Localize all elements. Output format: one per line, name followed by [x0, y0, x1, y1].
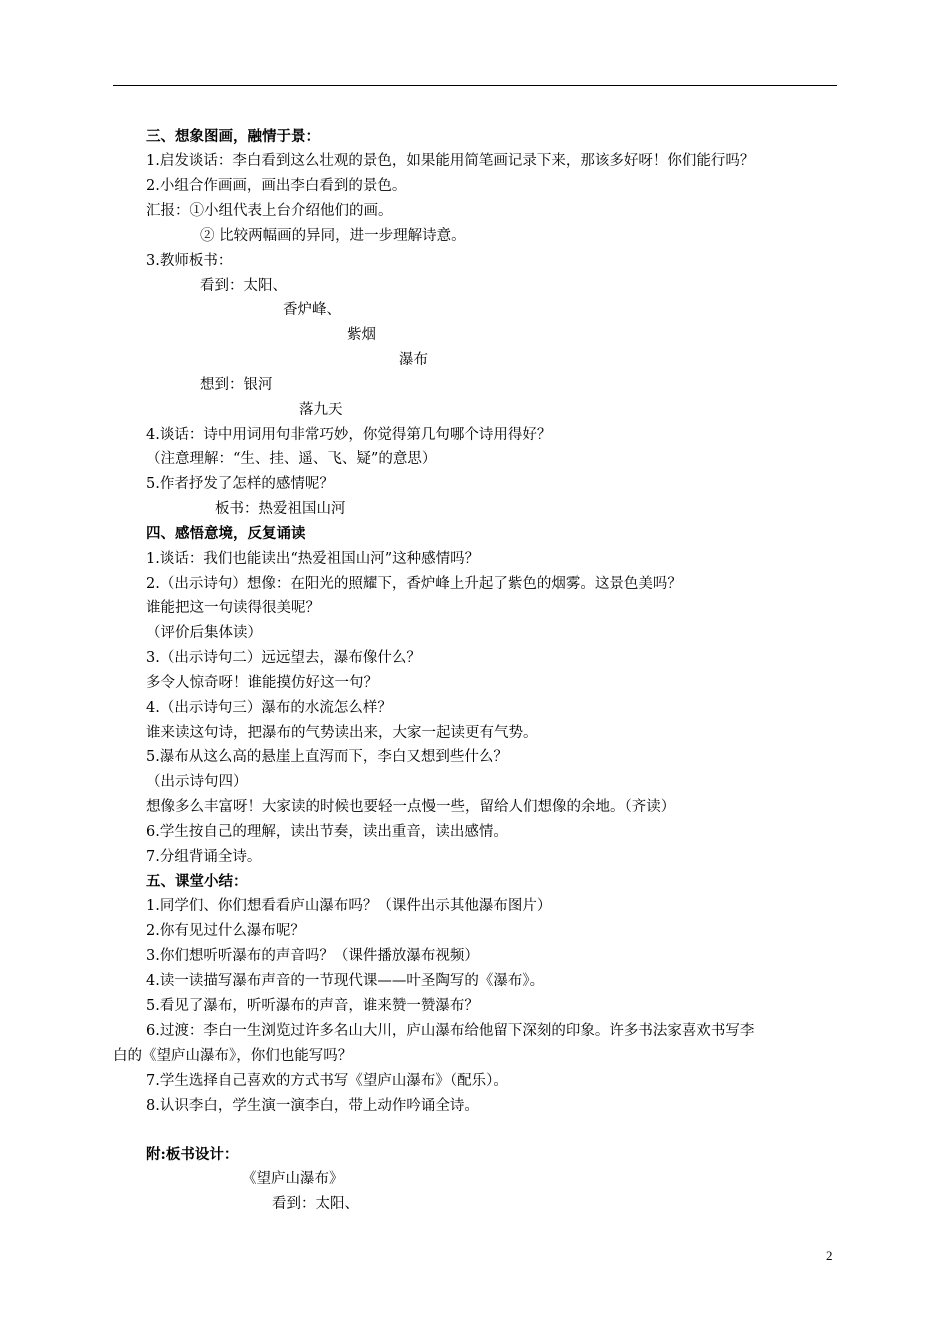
paragraph: 白的《望庐山瀑布》，你们也能写吗？	[113, 1048, 353, 1064]
blackboard-line: 瀑布	[399, 352, 428, 368]
paragraph: 3.你们想听听瀑布的声音吗？（课件播放瀑布视频）	[146, 948, 479, 964]
paragraph: 1.启发谈话：李白看到这么壮观的景色，如果能用简笔画记录下来，那该多好呀！你们能行吗？	[146, 153, 755, 169]
paragraph: 3.教师板书：	[146, 253, 233, 269]
blackboard-line: 看到：太阳、	[200, 278, 287, 294]
paragraph: 2.你有见过什么瀑布呢？	[146, 923, 305, 939]
paragraph: 4.读一读描写瀑布声音的一节现代课——叶圣陶写的《瀑布》。	[146, 973, 545, 989]
paragraph: 汇报：①小组代表上台介绍他们的画。	[146, 203, 393, 219]
blackboard-line: 板书：热爱祖国山河	[215, 501, 346, 517]
paragraph: 2.小组合作画画，画出李白看到的景色。	[146, 178, 407, 194]
blackboard-line: 香炉峰、	[283, 302, 341, 318]
appendix-heading: 附:板书设计：	[146, 1146, 239, 1163]
paragraph: 5.瀑布从这么高的悬崖上直泻而下，李白又想到些什么？	[146, 749, 508, 765]
paragraph: 6.过渡：李白一生浏览过许多名山大川，庐山瀑布给他留下深刻的印象。许多书法家喜欢书写李	[146, 1023, 755, 1039]
paragraph: （出示诗句四）	[146, 774, 248, 790]
blackboard-title: 《望庐山瀑布》	[242, 1171, 344, 1187]
page-number: 2	[826, 1248, 833, 1263]
paragraph: 谁来读这句诗，把瀑布的气势读出来，大家一起读更有气势。	[146, 725, 538, 741]
header-rule	[113, 85, 837, 86]
blackboard-line: 落九天	[299, 402, 343, 418]
paragraph: （注意理解：“生、挂、遥、飞、疑”的意思）	[146, 451, 437, 467]
paragraph: 多令人惊奇呀！谁能摸仿好这一句？	[146, 675, 378, 691]
paragraph: （评价后集体读）	[146, 625, 262, 641]
paragraph: 4.（出示诗句三）瀑布的水流怎么样？	[146, 700, 392, 716]
paragraph: ② 比较两幅画的异同，进一步理解诗意。	[200, 228, 466, 244]
paragraph: 1.同学们、你们想看看庐山瀑布吗？（课件出示其他瀑布图片）	[146, 898, 552, 914]
section-5-heading: 五、课堂小结：	[146, 873, 248, 890]
blackboard-line: 紫烟	[347, 327, 376, 343]
paragraph: 6.学生按自己的理解，读出节奏，读出重音，读出感情。	[146, 824, 508, 840]
paragraph: 8.认识李白，学生演一演李白，带上动作吟诵全诗。	[146, 1098, 479, 1114]
paragraph: 2.（出示诗句）想像：在阳光的照耀下，香炉峰上升起了紫色的烟雾。这景色美吗？	[146, 576, 682, 592]
paragraph: 5.作者抒发了怎样的感情呢？	[146, 476, 334, 492]
paragraph: 7.分组背诵全诗。	[146, 849, 262, 865]
paragraph: 想像多么丰富呀！大家读的时候也要轻一点慢一些，留给人们想像的余地。（齐读）	[146, 799, 676, 815]
blackboard-line: 想到：银河	[200, 377, 273, 393]
paragraph: 谁能把这一句读得很美呢？	[146, 600, 320, 616]
paragraph: 4.谈话：诗中用词用句非常巧妙，你觉得第几句哪个诗用得好？	[146, 427, 552, 443]
paragraph: 1.谈话：我们也能读出“热爱祖国山河”这种感情吗？	[146, 551, 480, 567]
blackboard-line: 看到：太阳、	[272, 1196, 359, 1212]
section-4-heading: 四、感悟意境，反复诵读	[146, 525, 306, 542]
paragraph: 5.看见了瀑布，听听瀑布的声音，谁来赞一赞瀑布？	[146, 998, 479, 1014]
paragraph: 3.（出示诗句二）远远望去，瀑布像什么？	[146, 650, 421, 666]
section-3-heading: 三、想象图画，融情于景：	[146, 128, 320, 145]
paragraph: 7.学生选择自己喜欢的方式书写《望庐山瀑布》（配乐）。	[146, 1073, 508, 1089]
